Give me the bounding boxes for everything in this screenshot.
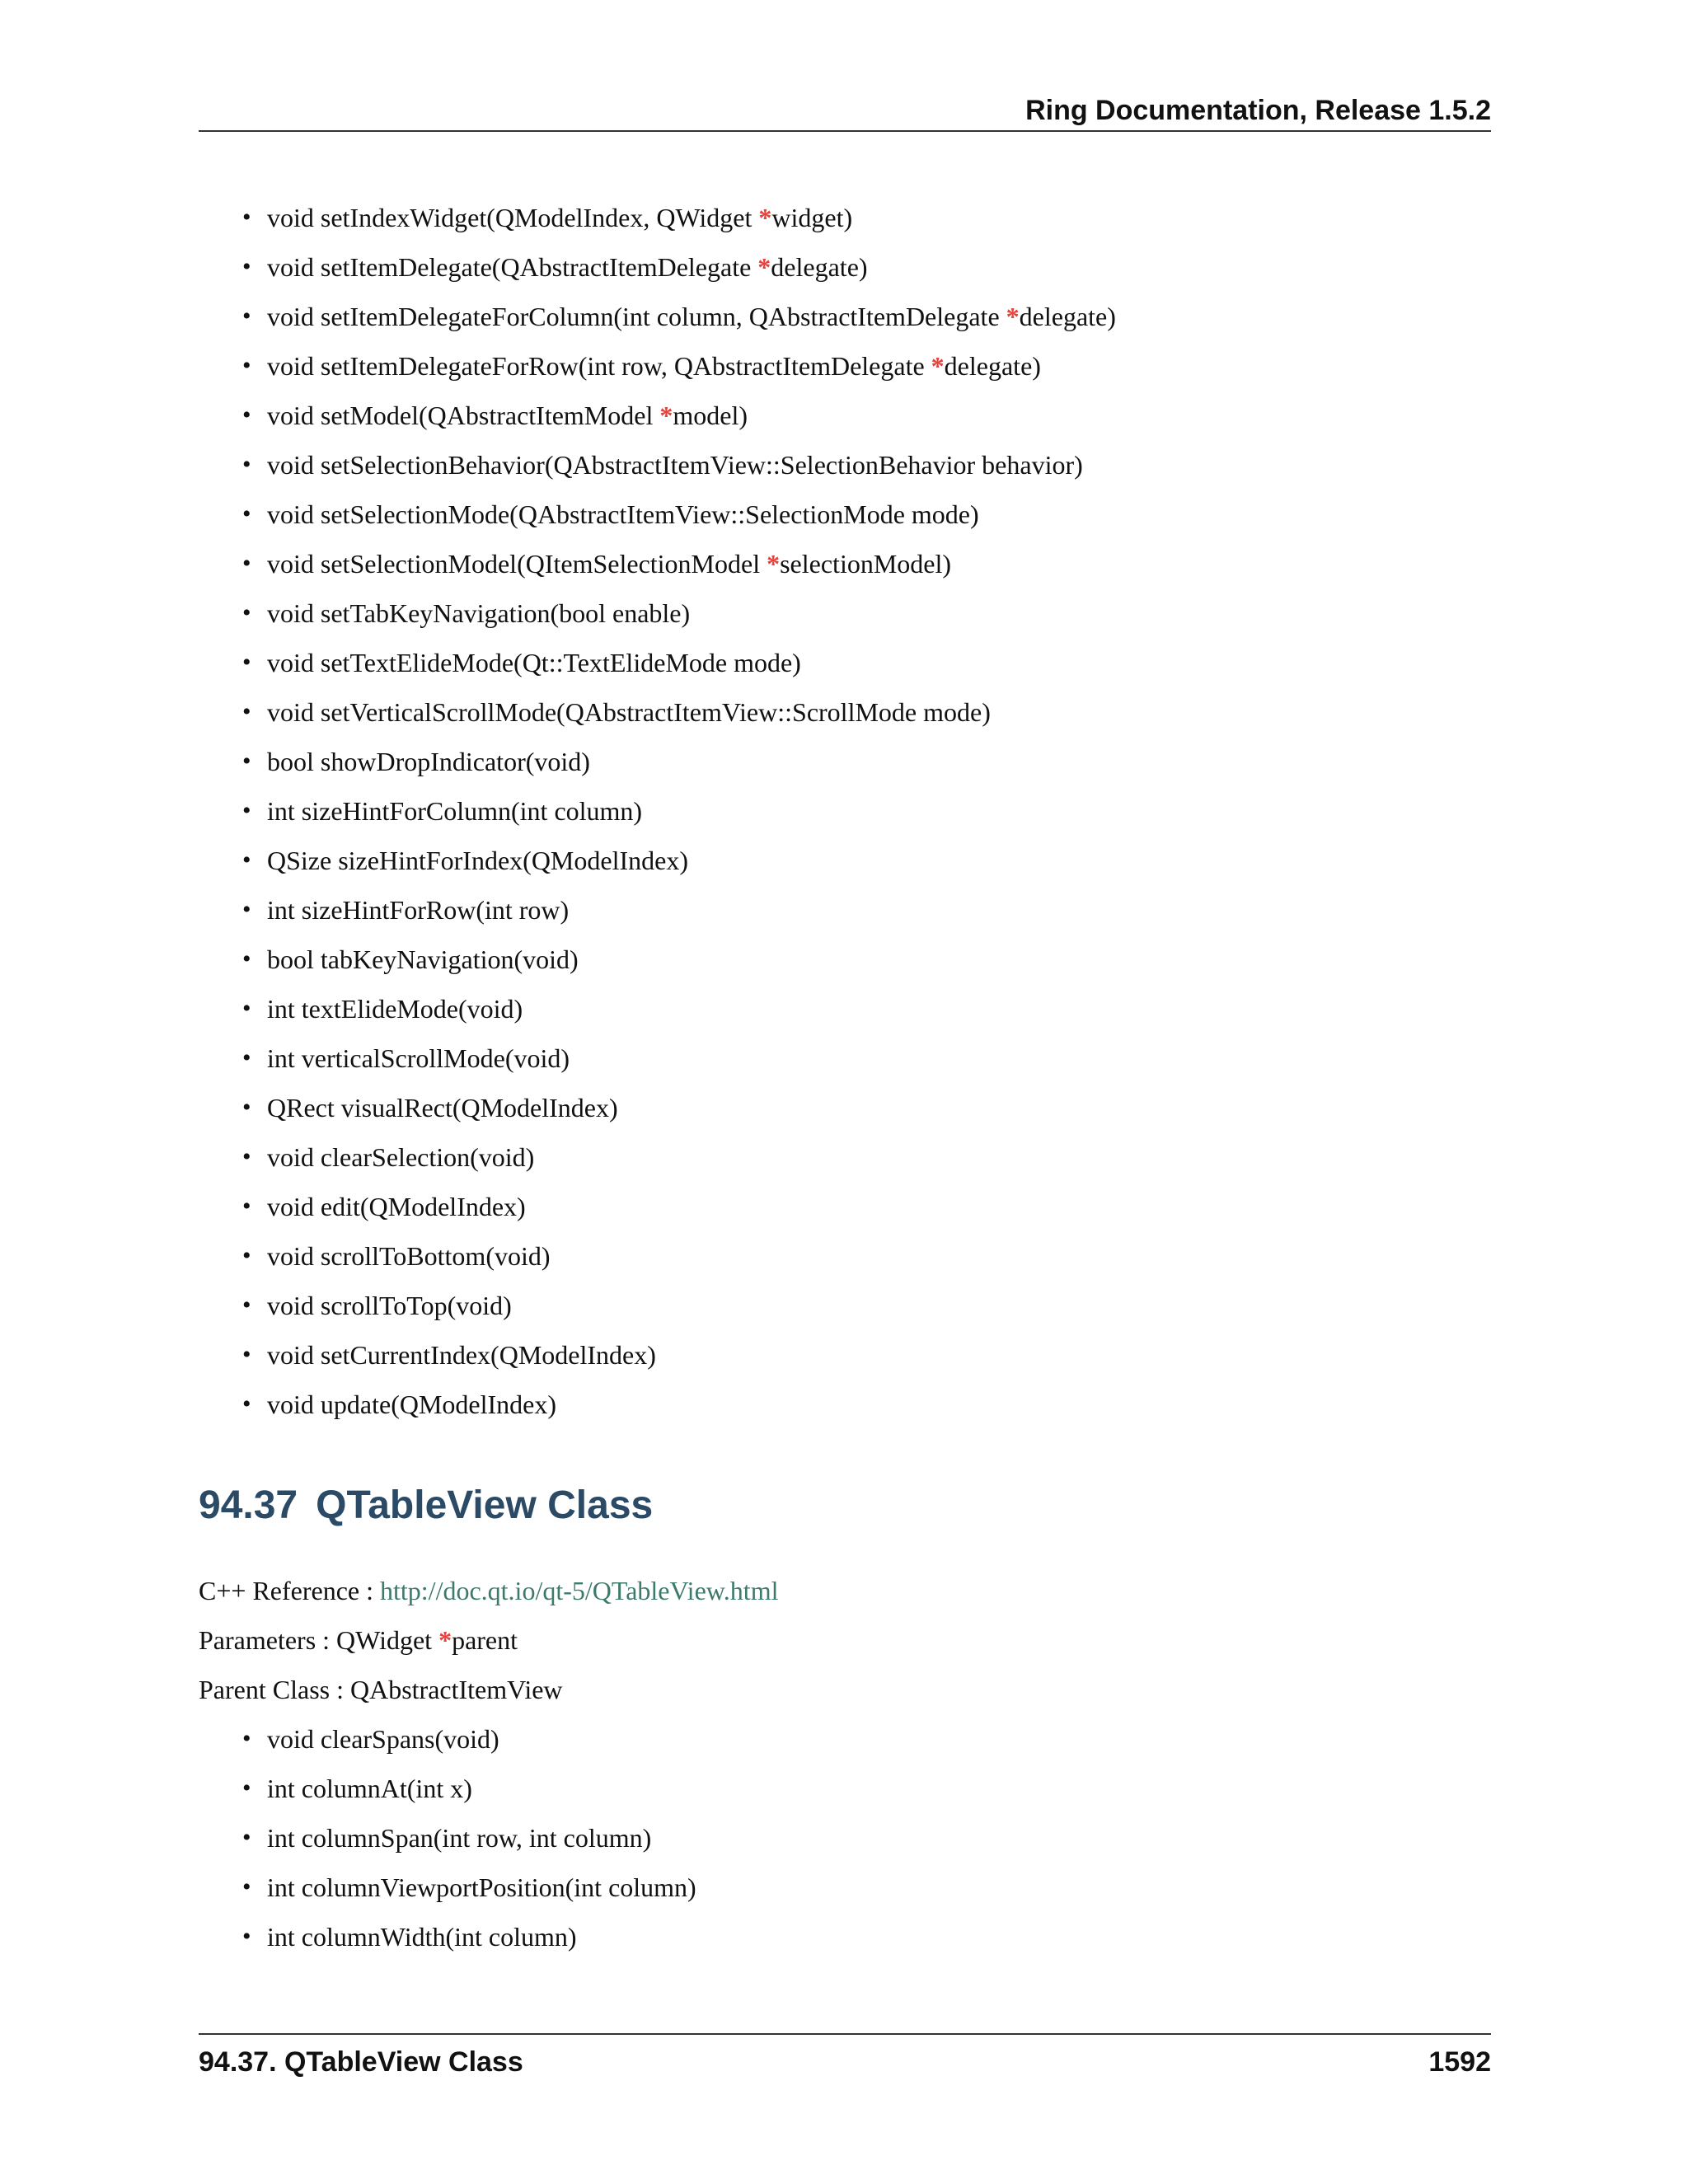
method-signature: void clearSpans(void) (267, 1724, 499, 1754)
pointer-star: * (1006, 302, 1020, 331)
method-item (242, 1238, 1116, 1287)
method-param-name: delegate) (944, 351, 1041, 381)
method-item (242, 941, 1116, 991)
method-signature: void setModel(QAbstractItemModel (267, 401, 660, 430)
footer-section: 94.37. QTableView Class (199, 2046, 523, 2078)
method-signature: int textElideMode(void) (267, 994, 523, 1024)
method-param-name: delegate) (1019, 302, 1116, 331)
method-item (242, 249, 1116, 298)
cpp-reference-line (199, 1572, 778, 1609)
method-item (242, 743, 1116, 793)
section-number: 94.37 (199, 1483, 298, 1527)
method-signature: int verticalScrollMode(void) (267, 1043, 570, 1073)
method-item (242, 397, 1116, 447)
pointer-star: * (438, 1625, 452, 1655)
method-signature: QSize sizeHintForIndex(QModelIndex) (267, 846, 688, 875)
method-item (242, 447, 1116, 496)
pointer-star: * (758, 203, 772, 232)
method-item (242, 991, 1116, 1040)
method-signature: void setTextElideMode(Qt::TextElideMode mode) (267, 648, 801, 677)
method-item (242, 1721, 696, 1770)
method-item (242, 199, 1116, 249)
method-item (242, 793, 1116, 842)
method-signature: int columnSpan(int row, int column) (267, 1823, 652, 1853)
method-signature: int columnViewportPosition(int column) (267, 1872, 696, 1902)
running-header: Ring Documentation, Release 1.5.2 (199, 89, 1491, 132)
parent-class-line: Parent Class : QAbstractItemView (199, 1675, 563, 1704)
method-item (242, 694, 1116, 743)
method-signature: void setItemDelegateForRow(int row, QAbstractItemDelegate (267, 351, 931, 381)
method-item (242, 1139, 1116, 1188)
method-item (242, 1337, 1116, 1386)
method-param-name: delegate) (771, 252, 868, 282)
method-item (242, 595, 1116, 644)
method-signature: void edit(QModelIndex) (267, 1192, 526, 1221)
method-param-name: selectionModel) (780, 549, 952, 579)
pointer-star: * (757, 252, 771, 282)
method-item (242, 298, 1116, 348)
method-item (242, 644, 1116, 694)
method-item (242, 1919, 696, 1968)
parameters-line (199, 1622, 518, 1658)
method-signature: bool tabKeyNavigation(void) (267, 944, 579, 974)
method-signature: int columnAt(int x) (267, 1774, 472, 1803)
method-item (242, 842, 1116, 892)
method-signature: void setIndexWidget(QModelIndex, QWidget (267, 203, 759, 232)
method-item (242, 1040, 1116, 1090)
method-item (242, 348, 1116, 397)
method-signature: void clearSelection(void) (267, 1142, 535, 1172)
method-signature: void setSelectionModel(QItemSelectionModel (267, 549, 767, 579)
method-signature: void setVerticalScrollMode(QAbstractItemView::ScrollMode mode) (267, 697, 991, 727)
method-signature: int columnWidth(int column) (267, 1922, 577, 1952)
method-item (242, 1188, 1116, 1238)
pointer-star: * (659, 401, 673, 430)
method-item (242, 1770, 696, 1820)
pointer-star: * (931, 351, 945, 381)
cpp-reference-link[interactable]: http://doc.qt.io/qt-5/QTableView.html (380, 1576, 779, 1605)
method-item (242, 496, 1116, 546)
method-signature: int sizeHintForRow(int row) (267, 895, 570, 925)
method-signature: void setItemDelegate(QAbstractItemDelegate (267, 252, 758, 282)
method-signature: void setSelectionBehavior(QAbstractItemView::SelectionBehavior behavior) (267, 450, 1083, 480)
section-heading (199, 1479, 653, 1532)
method-signature: int sizeHintForColumn(int column) (267, 796, 643, 826)
parameters-label: Parameters : QWidget (199, 1625, 439, 1655)
pointer-star: * (767, 549, 781, 579)
cpp-reference-label: C++ Reference : (199, 1576, 380, 1605)
method-param-name: widget) (771, 203, 853, 232)
method-item (242, 1869, 696, 1919)
method-list-bottom (242, 1721, 696, 1968)
method-signature: void scrollToTop(void) (267, 1291, 512, 1320)
method-item (242, 892, 1116, 941)
method-signature: void update(QModelIndex) (267, 1390, 557, 1419)
method-item (242, 1820, 696, 1869)
method-signature: void scrollToBottom(void) (267, 1241, 551, 1271)
method-signature: QRect visualRect(QModelIndex) (267, 1093, 618, 1122)
method-signature: bool showDropIndicator(void) (267, 747, 590, 776)
method-item (242, 546, 1116, 595)
method-item (242, 1287, 1116, 1337)
footer-rule (199, 2033, 1491, 2035)
section-title-text: QTableView Class (316, 1483, 654, 1527)
running-footer (199, 2041, 1491, 2083)
method-signature: void setCurrentIndex(QModelIndex) (267, 1340, 656, 1370)
method-signature: void setTabKeyNavigation(bool enable) (267, 598, 691, 628)
method-signature: void setItemDelegateForColumn(int column, QAbstractItemDelegate (267, 302, 1006, 331)
method-item (242, 1386, 1116, 1436)
method-param-name: model) (673, 401, 748, 430)
method-item (242, 1090, 1116, 1139)
method-list-top (242, 199, 1116, 1436)
method-signature: void setSelectionMode(QAbstractItemView::SelectionMode mode) (267, 499, 979, 529)
parameters-value: parent (452, 1625, 518, 1655)
page-number: 1592 (1428, 2046, 1491, 2078)
